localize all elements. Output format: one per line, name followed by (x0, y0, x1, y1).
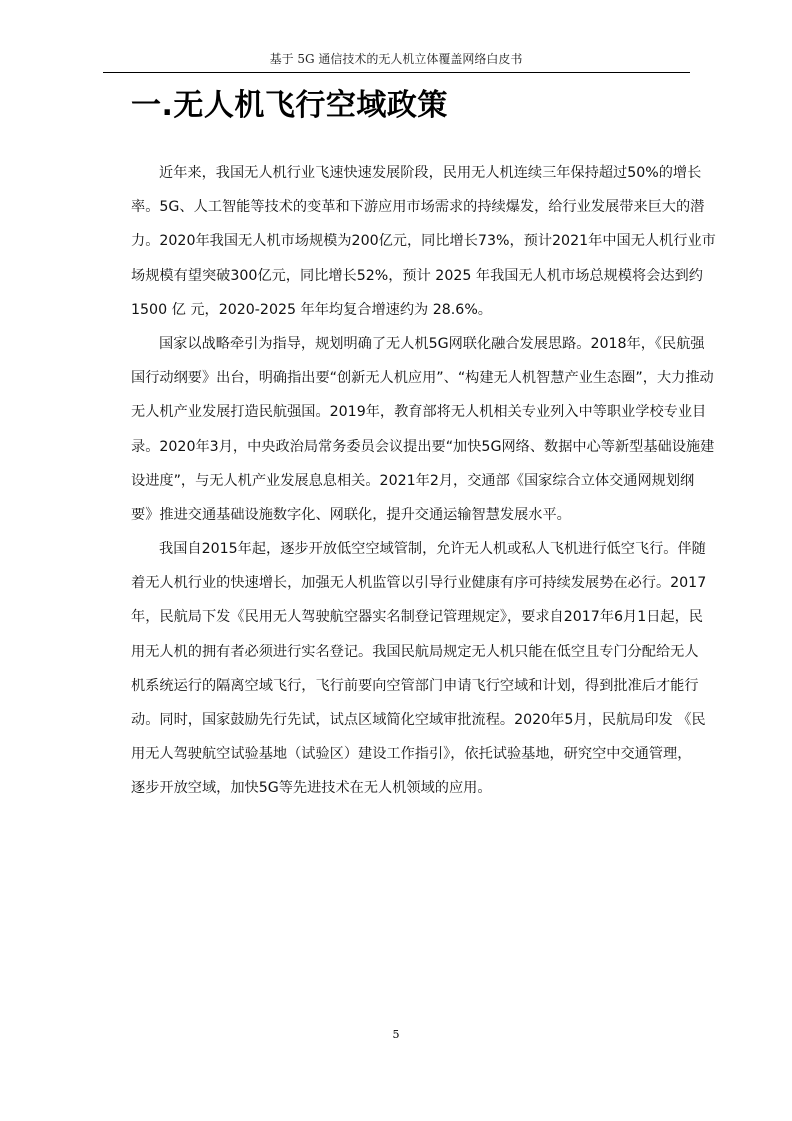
text-line: 动。同时，国家鼓励先行先试，试点区域简化空域审批流程。2020年5月，民航局印发 《民 (131, 712, 706, 728)
section-title: 一.无人机飞行空域政策 (131, 88, 448, 123)
header-rule (103, 72, 690, 73)
text-line: 设进度”，与无人机产业发展息息相关。2021年2月，交通部《国家综合立体交通网规划纲 (131, 472, 695, 489)
paragraph (131, 156, 716, 327)
text-line: 力。2020年我国无人机市场规模为200亿元，同比增长73%，预计2021年中国无人机行业市 (131, 233, 716, 250)
text-line: 我国自2015年起，逐步开放低空空域管制，允许无人机或私人飞机进行低空飞行。伴随 (159, 541, 706, 558)
paragraph (131, 327, 715, 532)
text-line: 录。2020年3月，中央政治局常务委员会议提出要“加快5G网络、数据中心等新型基础设施建 (131, 438, 715, 455)
text-line: 率。5G、人工智能等技术的变革和下游应用市场需求的持续爆发，给行业发展带来巨大的潜 (131, 199, 705, 216)
text-line: 用无人驾驶航空试验基地（试验区）建设工作指引》，依托试验基地，研究空中交通管理， (131, 746, 692, 763)
page-number: 5 (392, 1028, 400, 1041)
text-line: 无人机产业发展打造民航强国。2019年，教育部将无人机相关专业列入中等职业学校专业目 (131, 404, 707, 421)
text-line: 逐步开放空域，加快5G等先进技术在无人机领域的应用。 (131, 780, 492, 797)
text-line: 1500 亿 元，2020-2025 年年均复合增速约为 28.6%。 (131, 301, 492, 318)
text-line: 要》推进交通基础设施数字化、网联化，提升交通运输智慧发展水平。 (131, 506, 571, 523)
text-line: 近年来，我国无人机行业飞速快速发展阶段，民用无人机连续三年保持超过50%的增长 (159, 165, 702, 181)
text-line: 国家以战略牵引为指导，规划明确了无人机5G网联化融合发展思路。2018年，《民航强 (159, 335, 705, 352)
text-line: 用无人机的拥有者必须进行实名登记。我国民航局规定无人机只能在低空且专门分配给无人 (131, 643, 699, 660)
text-line: 年，民航局下发《民用无人驾驶航空器实名制登记管理规定》，要求自2017年6月1日起，民 (131, 609, 703, 626)
running-header: 基于 5G 通信技术的无人机立体覆盖网络白皮书 (269, 52, 523, 66)
text-line: 国行动纲要》出台，明确指出要“创新无人机应用”、“构建无人机智慧产业生态圈”，大力推动 (131, 370, 714, 387)
text-line: 机系统运行的隔离空域飞行，飞行前要向空管部门申请飞行空域和计划，得到批准后才能行 (131, 677, 699, 694)
text-line: 场规模有望突破300亿元，同比增长52%，预计 2025 年我国无人机市场总规模将会达到约 (131, 267, 703, 284)
body-text (131, 156, 716, 806)
text-line: 着无人机行业的快速增长，加强无人机监管以引导行业健康有序可持续发展势在必行。2017 (131, 575, 707, 592)
paragraph (131, 532, 707, 806)
